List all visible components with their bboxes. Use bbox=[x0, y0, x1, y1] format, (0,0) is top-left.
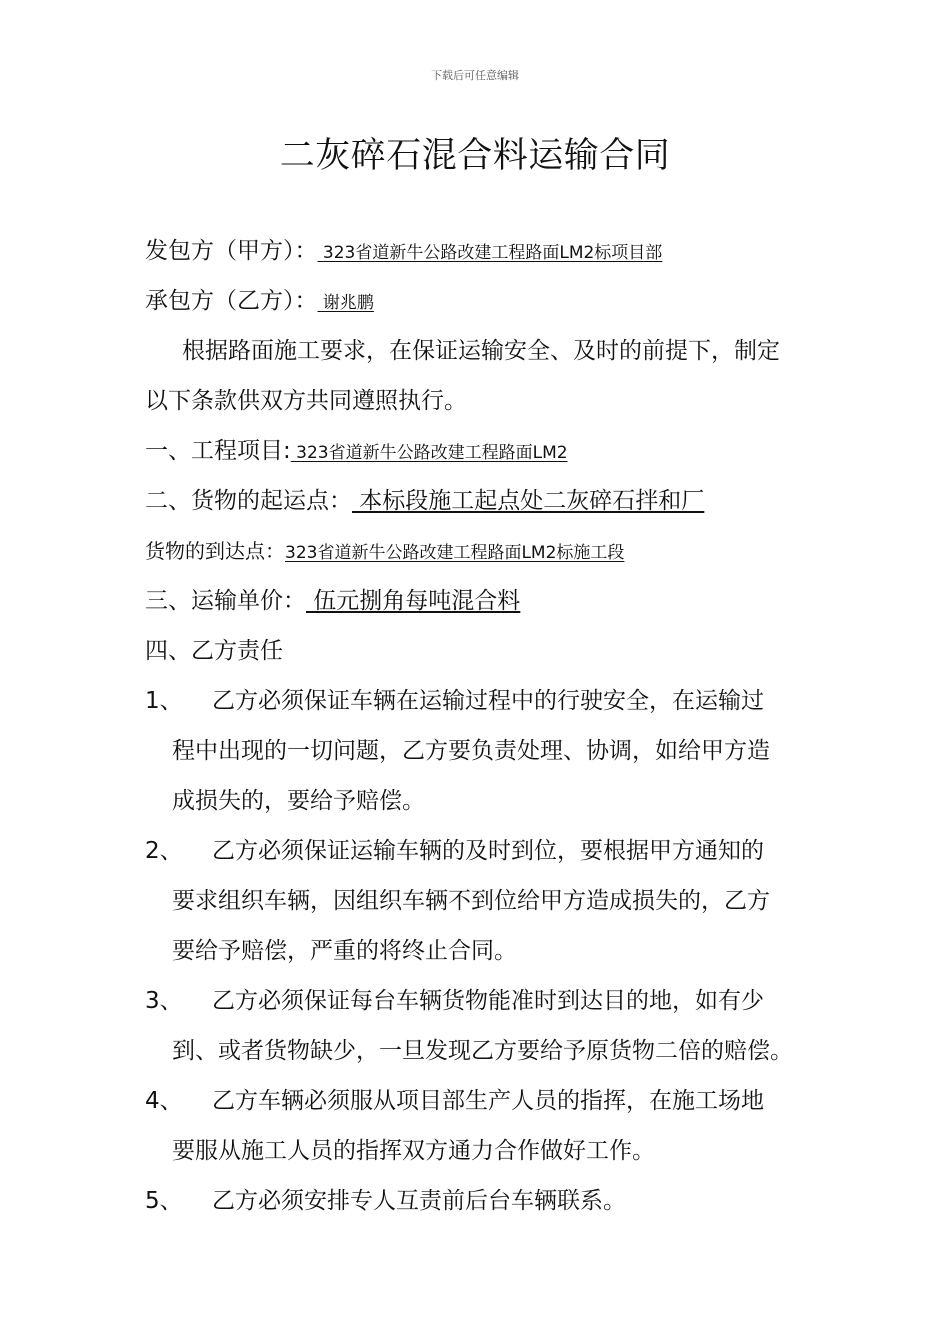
intro-line-1: 根据路面施工要求，在保证运输安全、及时的前提下，制定 bbox=[182, 338, 780, 364]
clause-number: 1、 bbox=[145, 688, 183, 714]
item-2-value: 本标段施工起点处二灰碎石拌和厂 bbox=[352, 488, 705, 514]
item-2b-value: 323省道新牛公路改建工程路面LM2标施工段 bbox=[285, 543, 625, 563]
item-3-value: 伍元捌角每吨混合料 bbox=[306, 588, 521, 614]
item-2b-line bbox=[145, 536, 624, 568]
item-3-line bbox=[145, 586, 520, 616]
clause-text: 乙方必须保证运输车辆的及时到位，要根据甲方通知的 bbox=[212, 838, 764, 864]
clause-number: 2、 bbox=[145, 838, 183, 864]
clause-2-line-3: 要给予赔偿，严重的将终止合同。 bbox=[172, 938, 517, 964]
item-3-label: 三、运输单价： bbox=[145, 588, 306, 614]
item-1-line bbox=[145, 436, 568, 468]
clause-2-line-1 bbox=[145, 836, 764, 866]
item-1-label: 一、工程项目: bbox=[145, 438, 291, 464]
clause-4-line-2: 要服从施工人员的指挥双方通力合作做好工作。 bbox=[172, 1138, 655, 1164]
item-2-line bbox=[145, 486, 704, 516]
clause-4-line-1 bbox=[145, 1086, 764, 1116]
clause-number: 5、 bbox=[145, 1188, 183, 1214]
party-a-line bbox=[145, 236, 662, 268]
intro-line-2: 以下条款供双方共同遵照执行。 bbox=[145, 388, 467, 414]
clause-5-line-1 bbox=[145, 1186, 626, 1216]
clause-number: 3、 bbox=[145, 988, 183, 1014]
clause-text: 乙方必须保证车辆在运输过程中的行驶安全，在运输过 bbox=[212, 688, 764, 714]
clause-2-line-2: 要求组织车辆，因组织车辆不到位给甲方造成损失的，乙方 bbox=[172, 888, 770, 914]
item-2b-label: 货物的到达点： bbox=[145, 539, 285, 563]
party-b-line bbox=[145, 286, 374, 318]
clause-1-line-3: 成损失的，要给予赔偿。 bbox=[172, 788, 425, 814]
party-a-label: 发包方（甲方）： bbox=[145, 238, 318, 264]
clause-1-line-2: 程中出现的一切问题，乙方要负责处理、协调，如给甲方造 bbox=[172, 738, 770, 764]
clause-number: 4、 bbox=[145, 1088, 183, 1114]
party-b-value: 谢兆鹏 bbox=[317, 293, 374, 313]
clause-1-line-1 bbox=[145, 686, 764, 716]
item-4-heading: 四、乙方责任 bbox=[145, 638, 283, 664]
party-b-label: 承包方（乙方）： bbox=[145, 288, 318, 314]
clause-3-line-2: 到、或者货物缺少，一旦发现乙方要给予原货物二倍的赔偿。 bbox=[172, 1038, 793, 1064]
clause-text: 乙方必须保证每台车辆货物能准时到达目的地，如有少 bbox=[212, 988, 764, 1014]
document-title: 二灰碎石混合料运输合同 bbox=[279, 136, 671, 176]
clause-text: 乙方车辆必须服从项目部生产人员的指挥，在施工场地 bbox=[212, 1088, 764, 1114]
item-2-label: 二、货物的起运点： bbox=[145, 488, 352, 514]
clause-text: 乙方必须安排专人互责前后台车辆联系。 bbox=[212, 1188, 626, 1214]
header-note: 下载后可任意编辑 bbox=[431, 69, 519, 82]
item-1-value: 323省道新牛公路改建工程路面LM2 bbox=[290, 443, 568, 463]
party-a-value: 323省道新牛公路改建工程路面LM2标项目部 bbox=[317, 243, 663, 263]
clause-3-line-1 bbox=[145, 986, 764, 1016]
